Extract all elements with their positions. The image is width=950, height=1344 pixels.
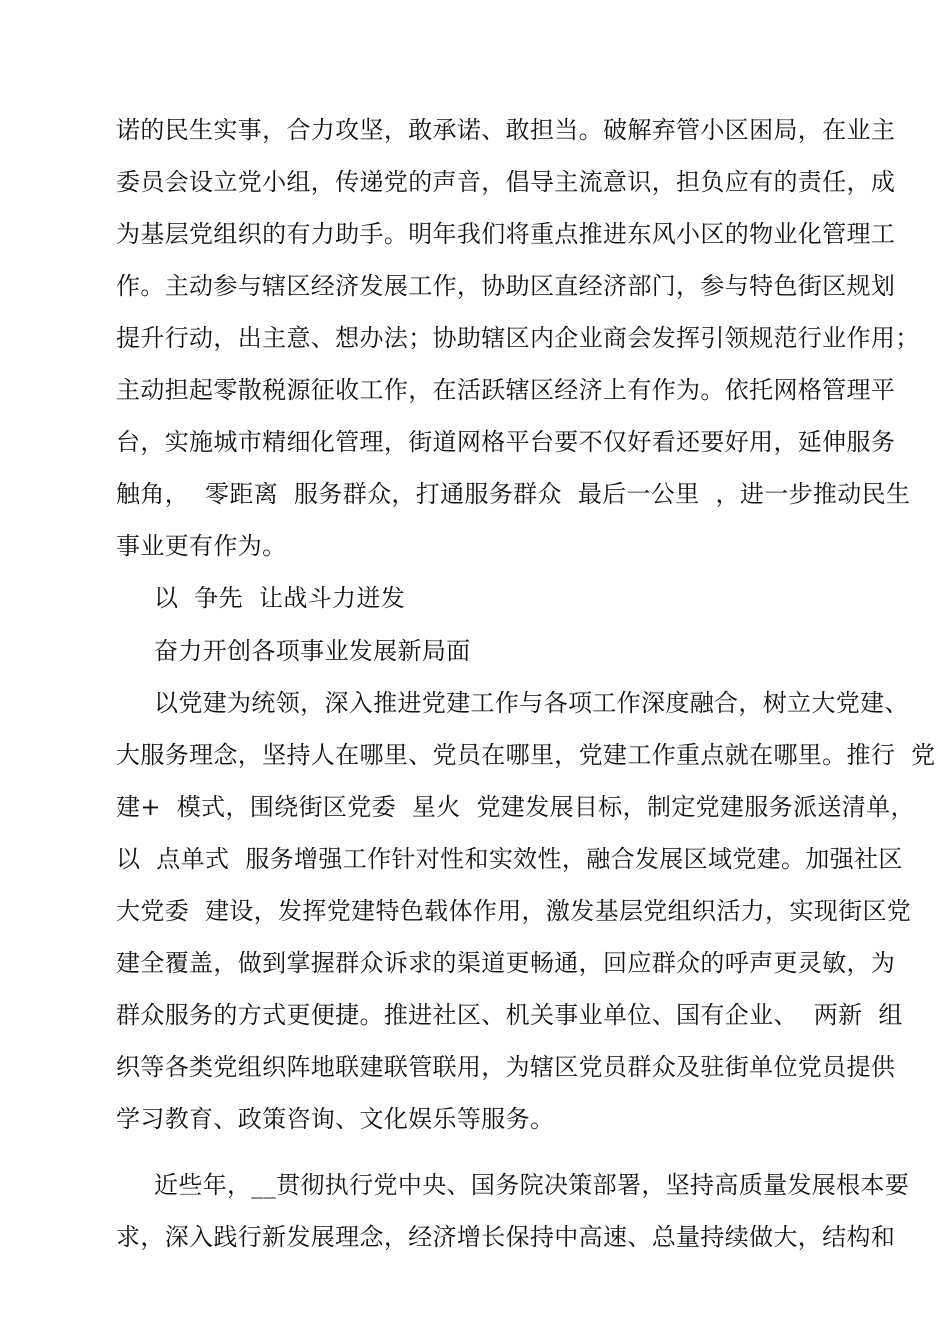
paragraph-3-line-1: 近些年，__贯彻执行党中央、国务院决策部署，坚持高质量发展根本要: [154, 1171, 910, 1199]
paragraph-1-line-4: 作。主动参与辖区经济发展工作，协助区直经济部门，参与特色街区规划: [116, 272, 896, 300]
paragraph-1-line-7: 台，实施城市精细化管理，街道网格平台要不仅好看还要好用，延伸服务: [116, 428, 896, 456]
paragraph-2-line-6: 建全覆盖，做到掌握群众诉求的渠道更畅通，回应群众的呼声更灵敏，为: [116, 949, 896, 977]
paragraph-1-line-6: 主动担起零散税源征收工作，在活跃辖区经济上有作为。依托网格管理平: [116, 376, 896, 404]
paragraph-2-line-4: 以 点单式 服务增强工作针对性和实效性，融合发展区域党建。加强社区: [116, 845, 903, 873]
paragraph-2-line-2: 大服务理念，坚持人在哪里、党员在哪里，党建工作重点就在哪里。推行 党: [116, 741, 936, 769]
paragraph-1-line-1: 诺的民生实事，合力攻坚，敢承诺、敢担当。破解弃管小区困局，在业主: [116, 116, 896, 144]
section-heading-2: 奋力开创各项事业发展新局面: [154, 637, 471, 665]
paragraph-1-line-8: 触角， 零距离 服务群众，打通服务群众 最后一公里 ，进一步推动民生: [116, 480, 911, 508]
paragraph-2-line-8: 织等各类党组织阵地联建联管联用，为辖区党员群众及驻街单位党员提供: [116, 1053, 896, 1081]
paragraph-2-line-9: 学习教育、政策咨询、文化娱乐等服务。: [116, 1105, 555, 1133]
paragraph-2-line-1: 以党建为统领，深入推进党建工作与各项工作深度融合，树立大党建、: [154, 689, 909, 717]
paragraph-2-line-3: 建+ 模式，围绕街区党委 星火 党建发展目标，制定党建服务派送清单，: [116, 793, 915, 821]
section-heading-1: 以 争先 让战斗力迸发: [154, 584, 406, 612]
paragraph-1-line-2: 委员会设立党小组，传递党的声音，倡导主流意识，担负应有的责任，成: [116, 168, 896, 196]
paragraph-2-line-5: 大党委 建设，发挥党建特色载体作用，激发基层党组织活力，实现街区党: [116, 897, 912, 925]
paragraph-1-line-3: 为基层党组织的有力助手。明年我们将重点推进东风小区的物业化管理工: [116, 220, 896, 248]
paragraph-1-line-5: 提升行动，出主意、想办法；协助辖区内企业商会发挥引领规范行业作用；: [116, 324, 920, 352]
paragraph-1-line-9: 事业更有作为。: [116, 532, 287, 560]
paragraph-3-line-2: 求，深入践行新发展理念，经济增长保持中高速、总量持续做大，结构和: [116, 1223, 896, 1251]
paragraph-2-line-7: 群众服务的方式更便捷。推进社区、机关事业单位、国有企业、 两新 组: [116, 1001, 903, 1029]
